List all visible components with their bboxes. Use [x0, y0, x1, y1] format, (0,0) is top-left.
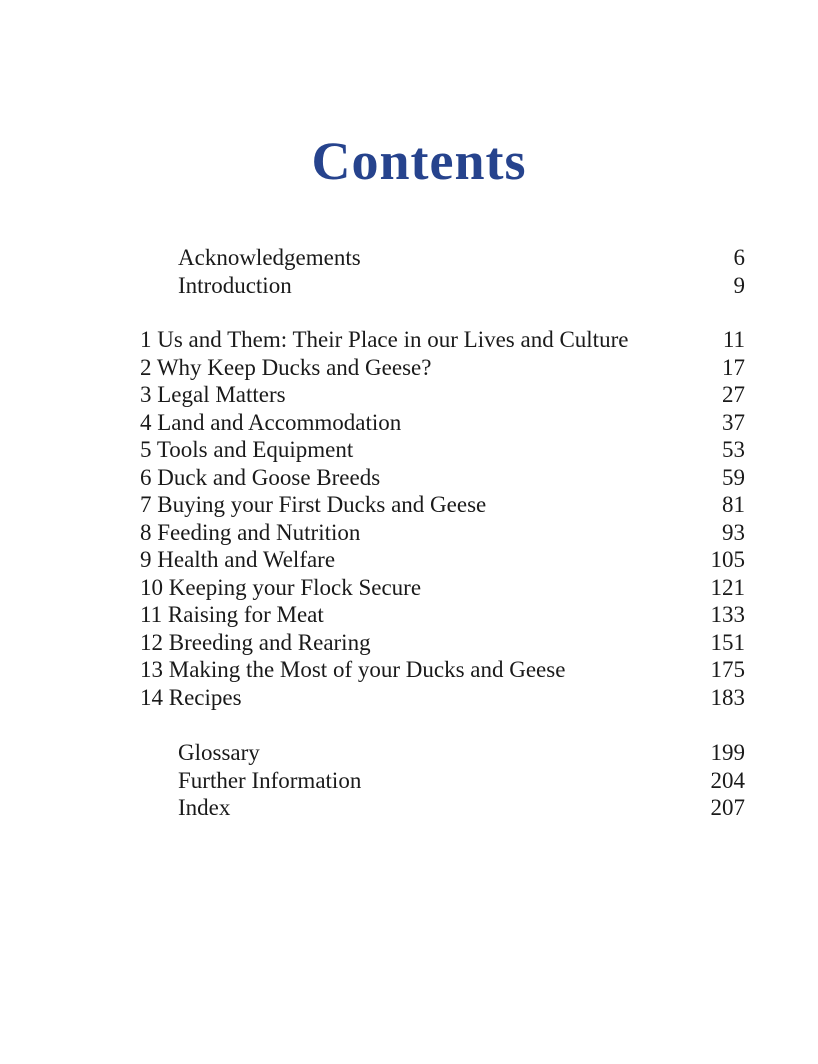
toc-entry-further-information[interactable] [0, 767, 818, 795]
toc-entry-page: 204 [710, 767, 745, 793]
toc-entry-label: 13 Making the Most of your Ducks and Geese [140, 657, 566, 682]
front-matter-list [0, 244, 818, 299]
toc-entry-label: 7 Buying your First Ducks and Geese [140, 492, 487, 517]
toc-entry-chapter-14[interactable] [0, 684, 818, 712]
toc-entry-label: 12 Breeding and Rearing [140, 629, 371, 655]
toc-entry-label: Further Information [178, 767, 362, 793]
toc-entry-label: 9 Health and Welfare [140, 547, 336, 572]
toc-entry-label: Introduction [178, 272, 292, 298]
toc-entry-label: 2 Why Keep Ducks and Geese? [140, 354, 432, 380]
toc-entry-label: 11 Raising for Meat [140, 602, 324, 627]
toc-entry-chapter-5[interactable] [0, 436, 818, 464]
toc-entry-glossary[interactable] [0, 739, 818, 767]
toc-entry-page: 53 [722, 437, 745, 462]
chapter-list [0, 326, 818, 711]
back-matter-list [0, 739, 818, 822]
toc-entry-page: 175 [710, 657, 745, 682]
toc-entry-page: 133 [710, 602, 745, 627]
toc-entry-chapter-11[interactable] [0, 601, 818, 629]
toc-entry-page: 199 [710, 740, 745, 765]
toc-entry-label: 1 Us and Them: Their Place in our Lives and Culture [140, 327, 629, 352]
toc-entry-introduction[interactable] [0, 272, 818, 300]
toc-entry-chapter-7[interactable] [0, 491, 818, 519]
toc-entry-label: 6 Duck and Goose Breeds [140, 464, 381, 490]
toc-entry-page: 6 [733, 245, 745, 270]
toc-entry-page: 59 [722, 464, 745, 490]
toc-entry-chapter-12[interactable] [0, 629, 818, 657]
toc-entry-page: 151 [710, 629, 745, 655]
toc-entry-label: 4 Land and Accommodation [140, 409, 402, 435]
toc-entry-page: 121 [710, 574, 745, 600]
toc-entry-chapter-9[interactable] [0, 546, 818, 574]
toc-entry-label: 8 Feeding and Nutrition [140, 519, 361, 545]
toc-entry-chapter-8[interactable] [0, 519, 818, 547]
toc-entry-page: 37 [722, 409, 745, 435]
toc-entry-page: 9 [733, 272, 745, 298]
toc-entry-label: 10 Keeping your Flock Secure [140, 574, 422, 600]
toc-entry-chapter-13[interactable] [0, 656, 818, 684]
toc-entry-label: Index [178, 795, 231, 820]
toc-entry-label: Glossary [178, 740, 260, 765]
toc-entry-chapter-3[interactable] [0, 381, 818, 409]
toc-entry-page: 27 [722, 382, 745, 407]
toc-entry-chapter-2[interactable] [0, 354, 818, 382]
toc-entry-label: 14 Recipes [140, 684, 242, 710]
toc-entry-page: 17 [722, 354, 745, 380]
toc-entry-acknowledgements[interactable] [0, 244, 818, 272]
toc-entry-page: 81 [722, 492, 745, 517]
toc-entry-page: 11 [722, 327, 745, 352]
toc-entry-chapter-6[interactable] [0, 464, 818, 492]
toc-entry-chapter-10[interactable] [0, 574, 818, 602]
toc-entry-label: 3 Legal Matters [140, 382, 286, 407]
toc-entry-page: 105 [710, 547, 745, 572]
toc-entry-label: Acknowledgements [178, 245, 361, 270]
toc-entry-chapter-1[interactable] [0, 326, 818, 354]
toc-entry-index[interactable] [0, 794, 818, 822]
toc-entry-chapter-4[interactable] [0, 409, 818, 437]
toc-entry-page: 207 [710, 795, 745, 820]
toc-entry-page: 93 [722, 519, 745, 545]
page-title: Contents [311, 131, 527, 191]
toc-entry-page: 183 [710, 684, 745, 710]
toc-entry-label: 5 Tools and Equipment [140, 437, 354, 462]
